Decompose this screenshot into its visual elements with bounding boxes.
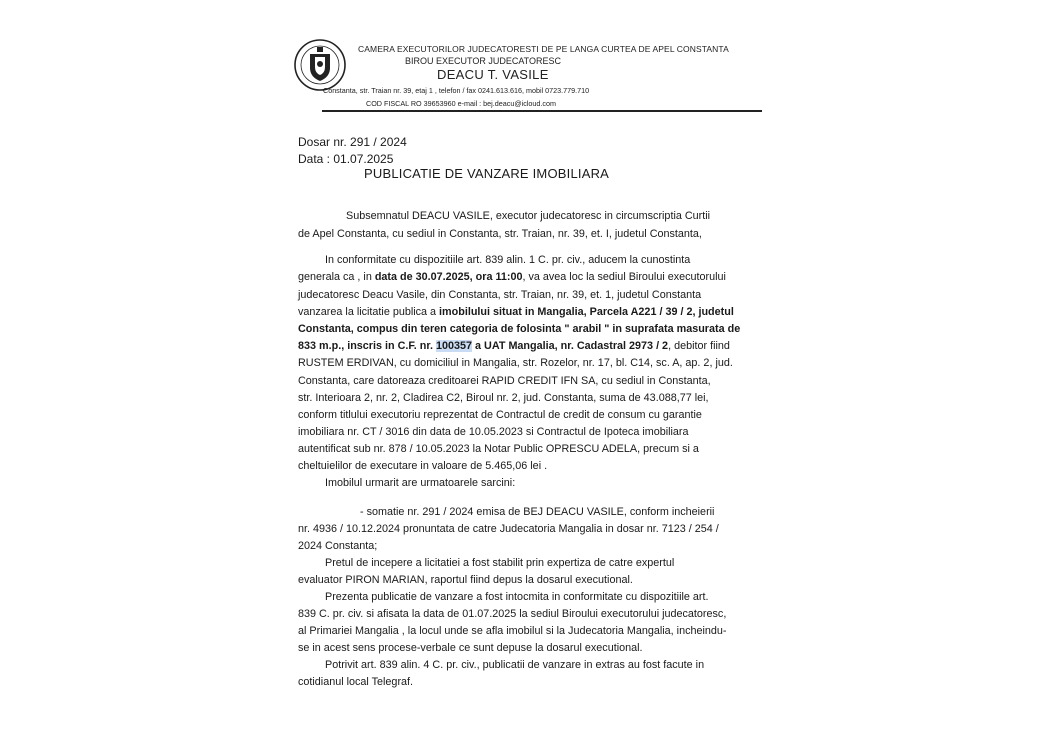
body-line: Subsemnatul DEACU VASILE, executor judecatoresc in circumscriptia Curtii bbox=[346, 210, 711, 222]
auction-date: data de 30.07.2025, ora 11:00 bbox=[374, 271, 523, 283]
body-line: imobiliara nr. CT / 3016 din data de 10.05.2023 si Contractul de Ipoteca imobiliara bbox=[298, 426, 689, 438]
body-line: RUSTEM ERDIVAN, cu domiciliul in Mangalia, str. Rozelor, nr. 17, bl. C14, sc. A, ap. 2, jud. bbox=[298, 357, 733, 369]
header-chamber: CAMERA EXECUTORILOR JUDECATORESTI DE PE LANGA CURTEA DE APEL CONSTANTA bbox=[358, 44, 729, 54]
body-line: se in acest sens procese-verbale ce sunt depuse la dosarul executional. bbox=[298, 642, 643, 654]
body-line: Imobilul urmarit are urmatoarele sarcini: bbox=[325, 477, 516, 489]
body-line: Potrivit art. 839 alin. 4 C. pr. civ., publicatii de vanzare in extras au fost facute in bbox=[325, 659, 705, 671]
body-line: Constanta, care datoreaza creditoarei RAPID CREDIT IFN SA, cu sediul in Constanta, bbox=[298, 375, 711, 387]
body-line: - somatie nr. 291 / 2024 emisa de BEJ DEACU VASILE, conform incheierii bbox=[360, 506, 715, 518]
header-fiscal-email: COD FISCAL RO 39653960 e-mail : bej.deacu@icloud.com bbox=[366, 99, 556, 108]
body-line: Prezenta publicatie de vanzare a fost intocmita in conformitate cu dispozitiile art. bbox=[325, 591, 709, 603]
header-address: Constanta, str. Traian nr. 39, etaj 1 , telefon / fax 0241.613.616, mobil 0723.779.710 bbox=[323, 86, 590, 95]
body-line: conform titlului executoriu reprezentat de Contractul de credit de consum cu garantie bbox=[298, 409, 702, 421]
document-date: Data : 01.07.2025 bbox=[298, 152, 394, 166]
body-line: Constanta, compus din teren categoria de folosinta " arabil " in suprafata masurata de bbox=[298, 323, 741, 335]
header-executor-name: DEACU T. VASILE bbox=[437, 67, 549, 82]
header-divider bbox=[322, 110, 762, 112]
coat-of-arms-seal-icon bbox=[293, 38, 347, 92]
body-line: al Primariei Mangalia , la locul unde se afla imobilul si la Judecatoria Mangalia, incheindu- bbox=[298, 625, 727, 637]
body-line: str. Interioara 2, nr. 2, Cladirea C2, Biroul nr. 2, jud. Constanta, suma de 43.088,77 lei, bbox=[298, 392, 709, 404]
body-line: In conformitate cu dispozitiile art. 839 alin. 1 C. pr. civ., aducem la cunostinta bbox=[325, 254, 691, 266]
header-office: BIROU EXECUTOR JUDECATORESC bbox=[405, 56, 562, 66]
body-line: judecatoresc Deacu Vasile, din Constanta, str. Traian, nr. 39, et. 1, judetul Constanta bbox=[298, 289, 702, 301]
case-number: Dosar nr. 291 / 2024 bbox=[298, 135, 407, 149]
body-line: cotidianul local Telegraf. bbox=[298, 676, 414, 688]
document-title: PUBLICATIE DE VANZARE IMOBILIARA bbox=[364, 166, 610, 181]
cf-number-highlight: 100357 bbox=[436, 340, 473, 352]
body-line: de Apel Constanta, cu sediul in Constanta, str. Traian, nr. 39, et. I, judetul Constanta, bbox=[298, 228, 702, 240]
body-line: autentificat sub nr. 878 / 10.05.2023 la Notar Public OPRESCU ADELA, precum si a bbox=[298, 443, 699, 455]
body-line: Pretul de incepere a licitatiei a fost stabilit prin expertiza de catre expertul bbox=[325, 557, 675, 569]
body-line: 833 m.p., inscris in C.F. nr. 100357 a UAT Mangalia, nr. Cadastral 2973 / 2, debitor fiind bbox=[298, 340, 730, 352]
body-line: generala ca , in data de 30.07.2025, ora 11:00, va avea loc la sediul Biroului executorului bbox=[298, 271, 726, 283]
body-line: nr. 4936 / 10.12.2024 pronuntata de catre Judecatoria Mangalia in dosar nr. 7123 / 254 / bbox=[298, 523, 719, 535]
body-line: 839 C. pr. civ. si afisata la data de 01.07.2025 la sediul Biroului executorului judecatoresc, bbox=[298, 608, 727, 620]
body-line: cheltuielilor de executare in valoare de 5.465,06 lei . bbox=[298, 460, 548, 472]
body-line: evaluator PIRON MARIAN, raportul fiind depus la dosarul executional. bbox=[298, 574, 633, 586]
body-line: vanzarea la licitatie publica a imobilului situat in Mangalia, Parcela A221 / 39 / 2, judetul bbox=[298, 306, 734, 318]
body-line: 2024 Constanta; bbox=[298, 540, 378, 552]
